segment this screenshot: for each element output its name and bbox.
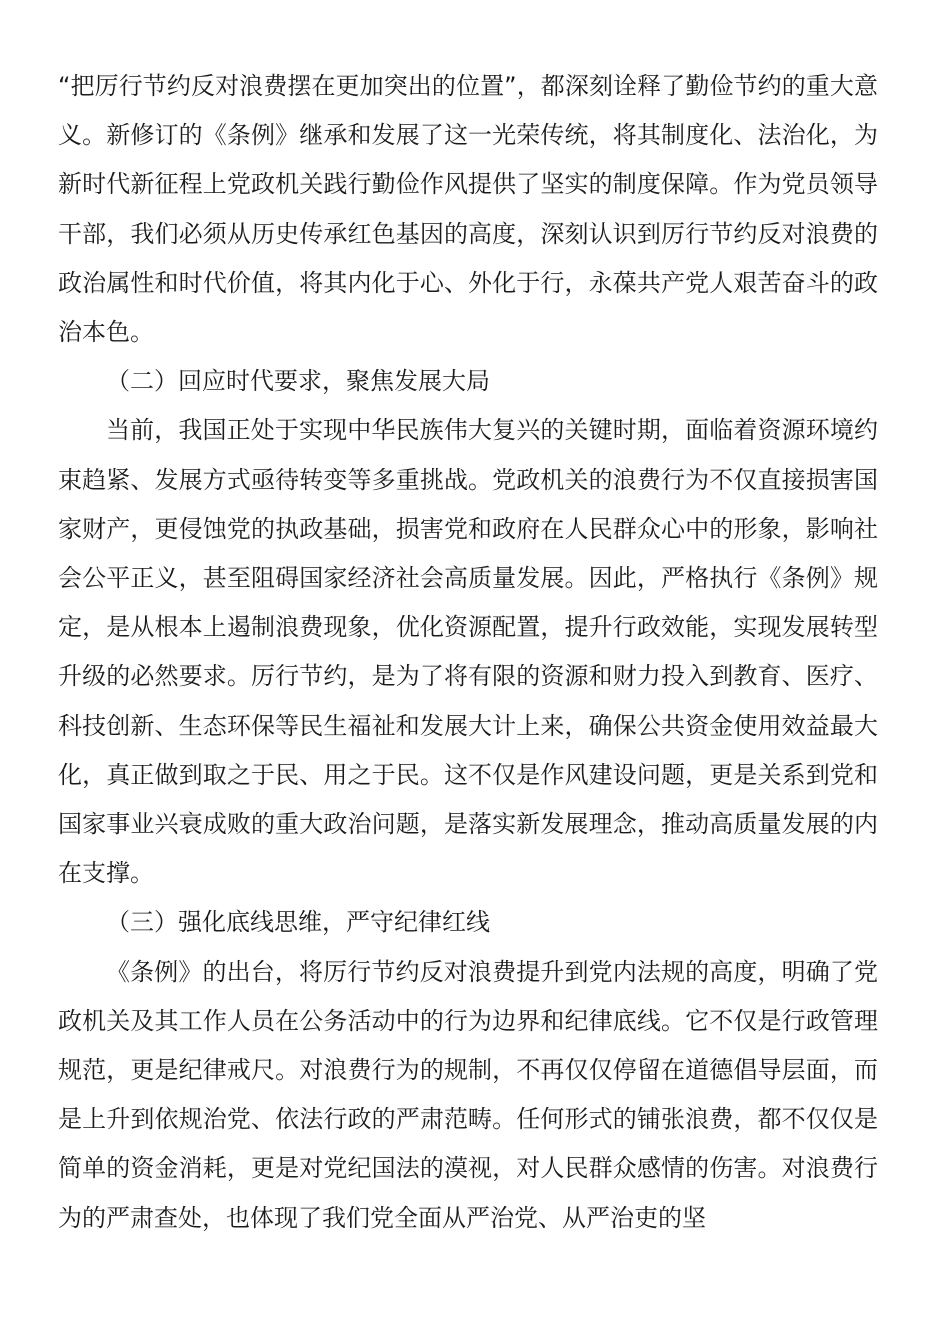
paragraph-body-2: 当前，我国正处于实现中华民族伟大复兴的关键时期，面临着资源环境约束趋紧、发展方式亟待转变等多重挑战。党政机关的浪费行为不仅直接损害国家财产，更侵蚀党的执政基础，损害党和政府在人民群众心中的形象，影响社会公平正义，甚至阻碍国家经济社会高质量发展。因此，严格执行《条例》规定，是从根本上遏制浪费现象，优化资源配置，提升行政效能，实现发展转型升级的必然要求。厉行节约，是为了将有限的资源和财力投入到教育、医疗、科技创新、生态环保等民生福祉和发展大计上来，确保公共资金使用效益最大化，真正做到取之于民、用之于民。这不仅是作风建设问题，更是关系到党和国家事业兴衰成败的重大政治问题，是落实新发展理念，推动高质量发展的内在支撑。 (58, 416, 878, 888)
paragraph-continuation: “把厉行节约反对浪费摆在更加突出的位置”，都深刻诠释了勤俭节约的重大意义。新修订的《条例》继承和发展了这一光荣传统，将其制度化、法治化，为新时代新征程上党政机关践行勤俭作风提供了坚实的制度保障。作为党员领导干部，我们必须从历史传承红色基因的高度，深刻认识到厉行节约反对浪费的政治属性和时代价值，将其内化于心、外化于行，永葆共产党人艰苦奋斗的政治本色。 (58, 72, 878, 347)
document-page (58, 62, 878, 1243)
section-heading-3: （三）强化底线思维，严守纪律红线 (106, 908, 490, 937)
paragraph-body-3: 《条例》的出台，将厉行节约反对浪费提升到党内法规的高度，明确了党政机关及其工作人员在公务活动中的行为边界和纪律底线。它不仅是行政管理规范，更是纪律戒尺。对浪费行为的规制，不再仅仅停留在道德倡导层面，而是上升到依规治党、依法行政的严肃范畴。任何形式的铺张浪费，都不仅仅是简单的资金消耗，更是对党纪国法的漠视，对人民群众感情的伤害。对浪费行为的严肃查处，也体现了我们党全面从严治党、从严治吏的坚 (58, 957, 878, 1232)
section-heading-2: （二）回应时代要求，聚焦发展大局 (106, 367, 490, 396)
